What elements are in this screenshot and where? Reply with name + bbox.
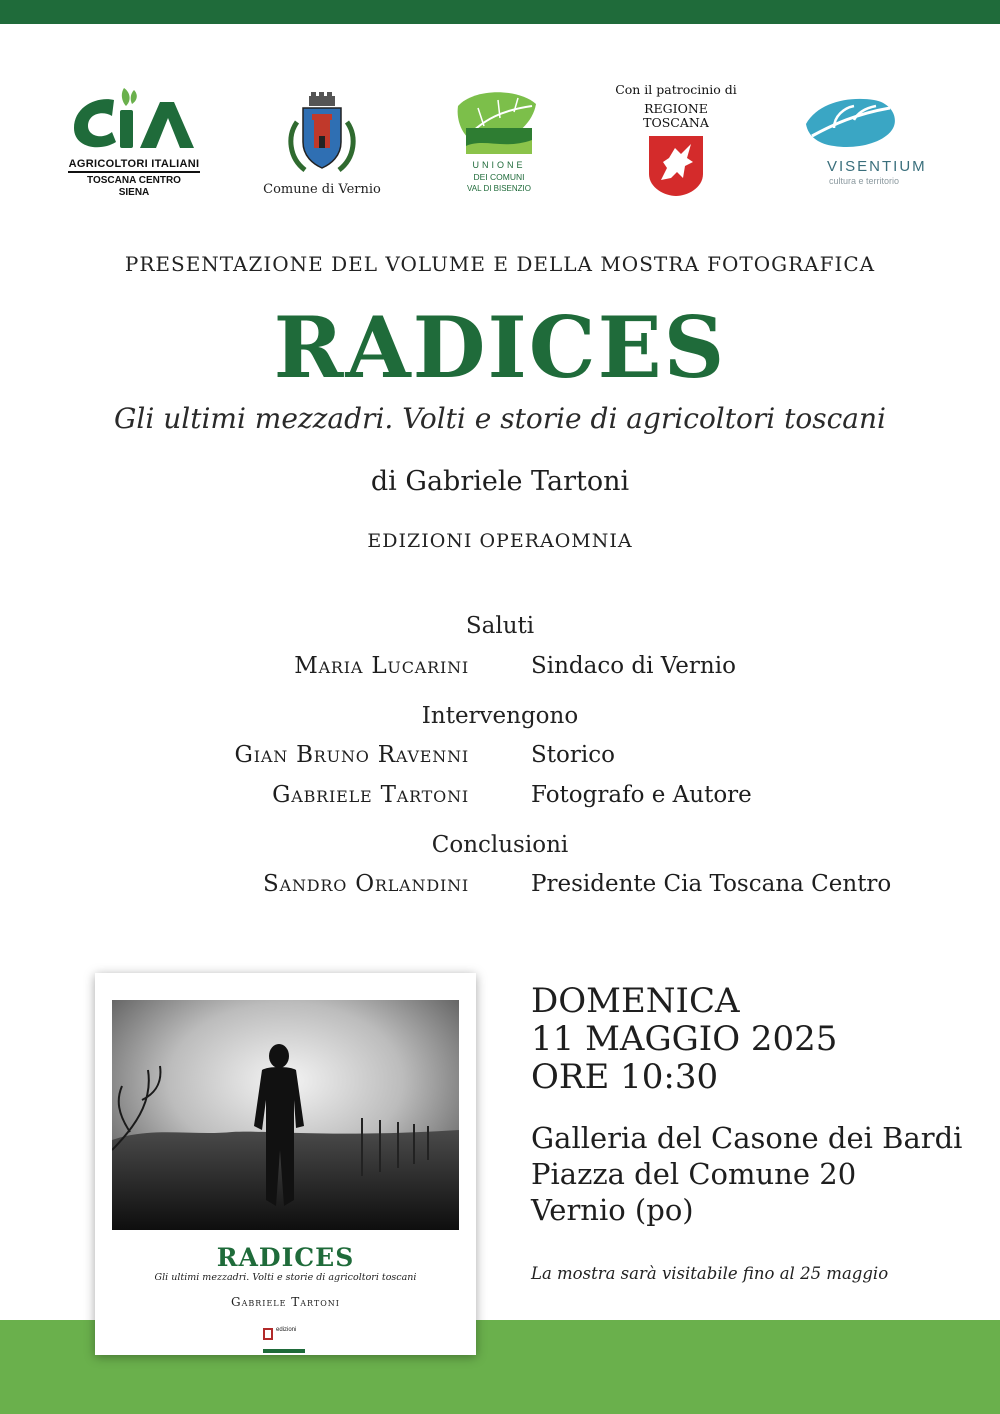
regione-toscana-logo: [608, 82, 744, 200]
cia-region-line: TOSCANA CENTRO: [87, 175, 181, 186]
speaker-name: Sandro Orlandini: [263, 871, 469, 897]
cia-logo: [68, 86, 200, 202]
cover-photo: [112, 1000, 459, 1230]
patronage-caption: Con il patrocinio di: [615, 82, 737, 97]
publisher-label: edizioni: [276, 1327, 297, 1333]
silhouette-photo-image: [112, 1000, 459, 1230]
unione-line3: VAL DI BISENZIO: [466, 184, 532, 193]
visentium-tagline: cultura e territorio: [829, 176, 900, 186]
speaker-role: Presidente Cia Toscana Centro: [531, 871, 892, 897]
exhibition-note: La mostra sarà visitabile fino al 25 maggio: [531, 1264, 889, 1283]
cia-mark-icon: [68, 86, 200, 156]
visentium-name: VISENTIUM: [827, 158, 927, 175]
comune-vernio-label: Comune di Vernio: [263, 182, 381, 197]
pegasus-shield-icon: [647, 134, 705, 198]
talks-title: Intervengono: [421, 703, 579, 729]
speaker-name: Gian Bruno Ravenni: [234, 742, 469, 768]
main-subtitle: Gli ultimi mezzadri. Volti e storie di agricoltori toscani: [114, 402, 886, 435]
speaker-role: Storico: [531, 742, 615, 768]
cia-name-line: AGRICOLTORI ITALIANI: [68, 158, 200, 173]
conclusions-title: Conclusioni: [431, 832, 569, 858]
event-time: ORE 10:30: [531, 1057, 719, 1097]
visentium-logo: [800, 96, 932, 196]
speaker-role: Sindaco di Vernio: [531, 653, 736, 679]
comune-vernio-logo: [258, 92, 386, 202]
main-title: RADICES: [273, 298, 727, 397]
unione-line2: DEI COMUNI: [473, 172, 525, 182]
regione-name-line2: TOSCANA: [643, 115, 709, 130]
event-date: 11 MAGGIO 2025: [531, 1019, 838, 1059]
book-title: RADICES: [216, 1243, 355, 1272]
top-green-bar: [0, 0, 1000, 24]
book-author: Gabriele Tartoni: [231, 1295, 340, 1309]
cia-city-line: SIENA: [118, 187, 150, 198]
book-subtitle: Gli ultimi mezzadri. Volti e storie di agricoltori toscani: [154, 1272, 417, 1283]
speaker-name: Gabriele Tartoni: [272, 782, 469, 808]
visentium-leaf-icon: [804, 96, 900, 152]
speaker-role: Fotografo e Autore: [531, 782, 752, 808]
venue-address: Piazza del Comune 20: [531, 1157, 857, 1191]
book-publisher-logo: [263, 1326, 323, 1344]
vernio-crest-icon: [283, 92, 361, 178]
greetings-title: Saluti: [465, 613, 535, 639]
book-cover: [95, 973, 476, 1355]
unione-line1: UNIONE: [472, 160, 526, 170]
unione-comuni-logo: [454, 88, 540, 200]
speaker-name: Maria Lucarini: [294, 653, 469, 679]
publisher-line: EDIZIONI OPERAOMNIA: [367, 530, 633, 552]
author-line: di Gabriele Tartoni: [370, 466, 630, 497]
event-kicker: PRESENTAZIONE DEL VOLUME E DELLA MOSTRA FOTOGRAFICA: [124, 252, 876, 276]
regione-name-line1: REGIONE: [644, 101, 708, 116]
event-day: DOMENICA: [531, 981, 740, 1021]
unione-leaf-icon: [454, 88, 540, 200]
venue-city: Vernio (po): [531, 1193, 694, 1227]
venue-name: Galleria del Casone dei Bardi: [531, 1121, 963, 1155]
book-green-rule: [263, 1349, 305, 1353]
publisher-mark-icon: [263, 1328, 273, 1340]
